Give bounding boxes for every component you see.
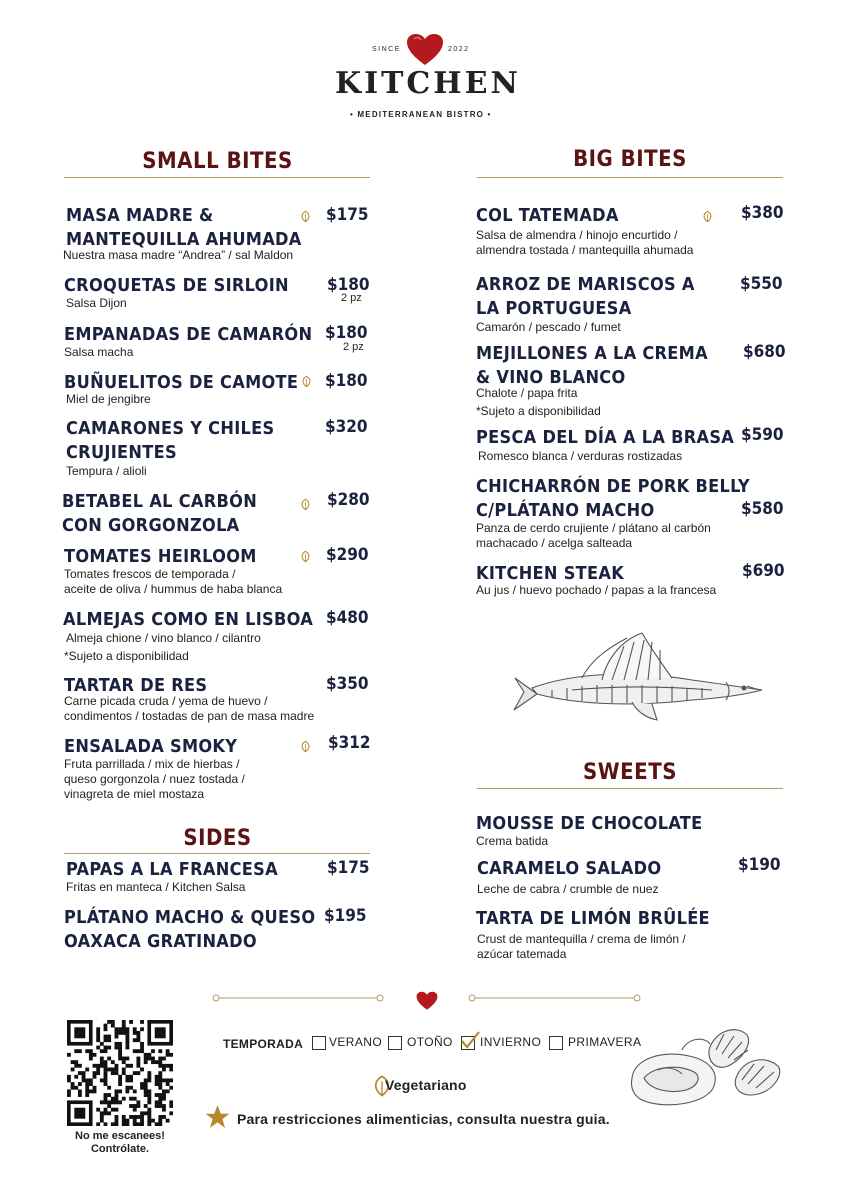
menu-item-name: MEJILLONES A LA CREMA bbox=[476, 343, 708, 364]
section-divider bbox=[477, 788, 783, 789]
qr-code[interactable] bbox=[67, 1020, 173, 1126]
section-title-small-bites: SMALL BITES bbox=[142, 149, 293, 174]
menu-item-description: Miel de jengibre bbox=[66, 392, 151, 406]
menu-item-price: $690 bbox=[742, 561, 785, 581]
menu-item-price: $480 bbox=[326, 608, 369, 628]
logo-name: KITCHEN bbox=[335, 66, 521, 101]
menu-item-price: $580 bbox=[741, 499, 784, 519]
menu-item-description: *Sujeto a disponibilidad bbox=[64, 649, 189, 663]
menu-item-description: azúcar tatemada bbox=[477, 947, 567, 961]
menu-item-description: vinagreta de miel mostaza bbox=[64, 787, 205, 801]
menu-item-price: $350 bbox=[326, 674, 369, 694]
menu-item-name: EMPANADAS DE CAMARÓN bbox=[64, 324, 313, 345]
menu-item-description: Carne picada cruda / yema de huevo / bbox=[64, 694, 268, 708]
menu-item-name: TOMATES HEIRLOOM bbox=[64, 546, 257, 567]
menu-item-description: aceite de oliva / hummus de haba blanca bbox=[64, 582, 283, 596]
season-checkbox-primavera[interactable] bbox=[549, 1036, 563, 1050]
menu-item-description: Salsa Dijon bbox=[66, 296, 127, 310]
section-title-big-bites: BIG BITES bbox=[573, 147, 687, 172]
oysters-illustration bbox=[624, 1020, 784, 1115]
menu-item-name: BUÑUELITOS DE CAMOTE bbox=[64, 372, 299, 393]
menu-item-quantity: 2 pz bbox=[343, 341, 364, 353]
menu-item-price: $680 bbox=[743, 342, 786, 362]
menu-item-name: PAPAS A LA FRANCESA bbox=[66, 859, 278, 880]
menu-item-name: OAXACA GRATINADO bbox=[64, 931, 257, 952]
menu-item-price: $550 bbox=[740, 274, 783, 294]
logo-year: 2022 bbox=[448, 46, 470, 53]
menu-item-name: TARTA DE LIMÓN BRÛLÉE bbox=[476, 908, 710, 929]
menu-item-name: KITCHEN STEAK bbox=[476, 563, 625, 584]
menu-item-name: CARAMELO SALADO bbox=[477, 858, 662, 879]
menu-item-price: $290 bbox=[326, 545, 369, 565]
dietary-restrictions-note: Para restricciones alimenticias, consulta nuestra guia. bbox=[237, 1111, 610, 1127]
menu-item-price: $180 bbox=[325, 323, 368, 343]
menu-item-description: Crust de mantequilla / crema de limón / bbox=[477, 932, 686, 946]
menu-item-name: CHICHARRÓN DE PORK BELLY bbox=[476, 476, 750, 497]
menu-item-name: MOUSSE DE CHOCOLATE bbox=[476, 813, 703, 834]
menu-item-description: Chalote / papa frita bbox=[476, 386, 578, 400]
menu-item-description: *Sujeto a disponibilidad bbox=[476, 404, 601, 418]
menu-item-description: condimentos / tostadas de pan de masa madre bbox=[64, 709, 315, 723]
section-title-sweets: SWEETS bbox=[583, 760, 677, 785]
check-icon bbox=[459, 1030, 481, 1050]
menu-item-price: $280 bbox=[327, 490, 370, 510]
season-checkbox-otono[interactable] bbox=[388, 1036, 402, 1050]
menu-item-price: $180 bbox=[327, 275, 370, 295]
menu-item-name: ALMEJAS COMO EN LISBOA bbox=[63, 609, 314, 630]
menu-item-description: Camarón / pescado / fumet bbox=[476, 320, 621, 334]
menu-item-description: Salsa de almendra / hinojo encurtido / bbox=[476, 228, 678, 242]
menu-item-name: CRUJIENTES bbox=[66, 442, 177, 463]
qr-caption-line: Contrólate. bbox=[90, 1143, 150, 1155]
menu-item-description: Nuestra masa madre “Andrea” / sal Maldon bbox=[63, 248, 294, 262]
menu-item-description: Almeja chione / vino blanco / cilantro bbox=[66, 631, 261, 645]
leaf-icon bbox=[300, 375, 313, 388]
menu-item-description: Crema batida bbox=[476, 834, 549, 848]
leaf-icon bbox=[701, 210, 714, 223]
heart-icon bbox=[406, 33, 444, 67]
menu-item-description: machacado / acelga salteada bbox=[476, 536, 633, 550]
heart-icon bbox=[416, 991, 438, 1011]
flying-fish-illustration bbox=[512, 628, 767, 728]
qr-caption-line: No me escanees! bbox=[75, 1130, 165, 1142]
menu-item-description: Fruta parrillada / mix de hierbas / bbox=[64, 757, 240, 771]
section-divider bbox=[64, 177, 370, 178]
menu-item-name: LA PORTUGUESA bbox=[476, 298, 632, 319]
leaf-icon bbox=[299, 740, 312, 753]
menu-item-name: COL TATEMADA bbox=[476, 205, 619, 226]
menu-item-price: $590 bbox=[741, 425, 784, 445]
season-label: TEMPORADA bbox=[223, 1037, 304, 1051]
menu-item-price: $312 bbox=[328, 733, 371, 753]
season-option-label: VERANO bbox=[329, 1035, 383, 1049]
season-checkbox-verano[interactable] bbox=[312, 1036, 326, 1050]
menu-item-price: $180 bbox=[325, 371, 368, 391]
menu-item-description: queso gorgonzola / nuez tostada / bbox=[64, 772, 245, 786]
leaf-icon bbox=[299, 210, 312, 223]
menu-item-name: CROQUETAS DE SIRLOIN bbox=[64, 275, 289, 296]
logo-since: SINCE bbox=[372, 46, 401, 53]
leaf-icon bbox=[299, 498, 312, 511]
menu-item-name: & VINO BLANCO bbox=[476, 367, 626, 388]
season-option-label: OTOÑO bbox=[407, 1035, 453, 1049]
menu-item-description: Panza de cerdo crujiente / plátano al carbón bbox=[476, 521, 711, 535]
menu-item-name: MANTEQUILLA AHUMADA bbox=[66, 229, 302, 250]
star-icon bbox=[204, 1104, 231, 1130]
menu-item-description: Fritas en manteca / Kitchen Salsa bbox=[66, 880, 246, 894]
menu-item-description: Tomates frescos de temporada / bbox=[64, 567, 236, 581]
vegetarian-legend-label: Vegetariano bbox=[385, 1077, 467, 1093]
menu-item-description: Leche de cabra / crumble de nuez bbox=[477, 882, 659, 896]
leaf-icon bbox=[299, 550, 312, 563]
menu-item-quantity: 2 pz bbox=[341, 292, 362, 304]
logo-subtitle: • MEDITERRANEAN BISTRO • bbox=[350, 110, 492, 119]
menu-item-name: CAMARONES Y CHILES bbox=[66, 418, 275, 439]
menu-item-description: almendra tostada / mantequilla ahumada bbox=[476, 243, 694, 257]
menu-item-name: C/PLÁTANO MACHO bbox=[476, 500, 655, 521]
menu-item-price: $195 bbox=[324, 906, 367, 926]
menu-item-price: $190 bbox=[738, 855, 781, 875]
menu-item-price: $175 bbox=[326, 205, 369, 225]
menu-item-description: Au jus / huevo pochado / papas a la francesa bbox=[476, 583, 717, 597]
menu-item-name: TARTAR DE RES bbox=[64, 675, 208, 696]
menu-item-name: BETABEL AL CARBÓN bbox=[62, 491, 258, 512]
menu-item-price: $320 bbox=[325, 417, 368, 437]
menu-item-name: PESCA DEL DÍA A LA BRASA bbox=[476, 427, 735, 448]
qr-caption bbox=[60, 1130, 180, 1156]
section-title-sides: SIDES bbox=[183, 826, 252, 851]
menu-item-description: Romesco blanca / verduras rostizadas bbox=[478, 449, 683, 463]
menu-item-name: ARROZ DE MARISCOS A bbox=[476, 274, 695, 295]
menu-item-name: MASA MADRE & bbox=[66, 205, 214, 226]
menu-item-price: $380 bbox=[741, 203, 784, 223]
section-divider bbox=[64, 853, 370, 854]
menu-item-name: CON GORGONZOLA bbox=[62, 515, 240, 536]
season-option-label: INVIERNO bbox=[480, 1035, 542, 1049]
menu-item-name: ENSALADA SMOKY bbox=[64, 736, 238, 757]
menu-item-description: Salsa macha bbox=[64, 345, 134, 359]
section-divider bbox=[477, 177, 783, 178]
season-option-label: PRIMAVERA bbox=[568, 1035, 642, 1049]
menu-item-price: $175 bbox=[327, 858, 370, 878]
menu-item-description: Tempura / alioli bbox=[66, 464, 147, 478]
menu-item-name: PLÁTANO MACHO & QUESO bbox=[64, 907, 316, 928]
logo bbox=[320, 30, 530, 125]
